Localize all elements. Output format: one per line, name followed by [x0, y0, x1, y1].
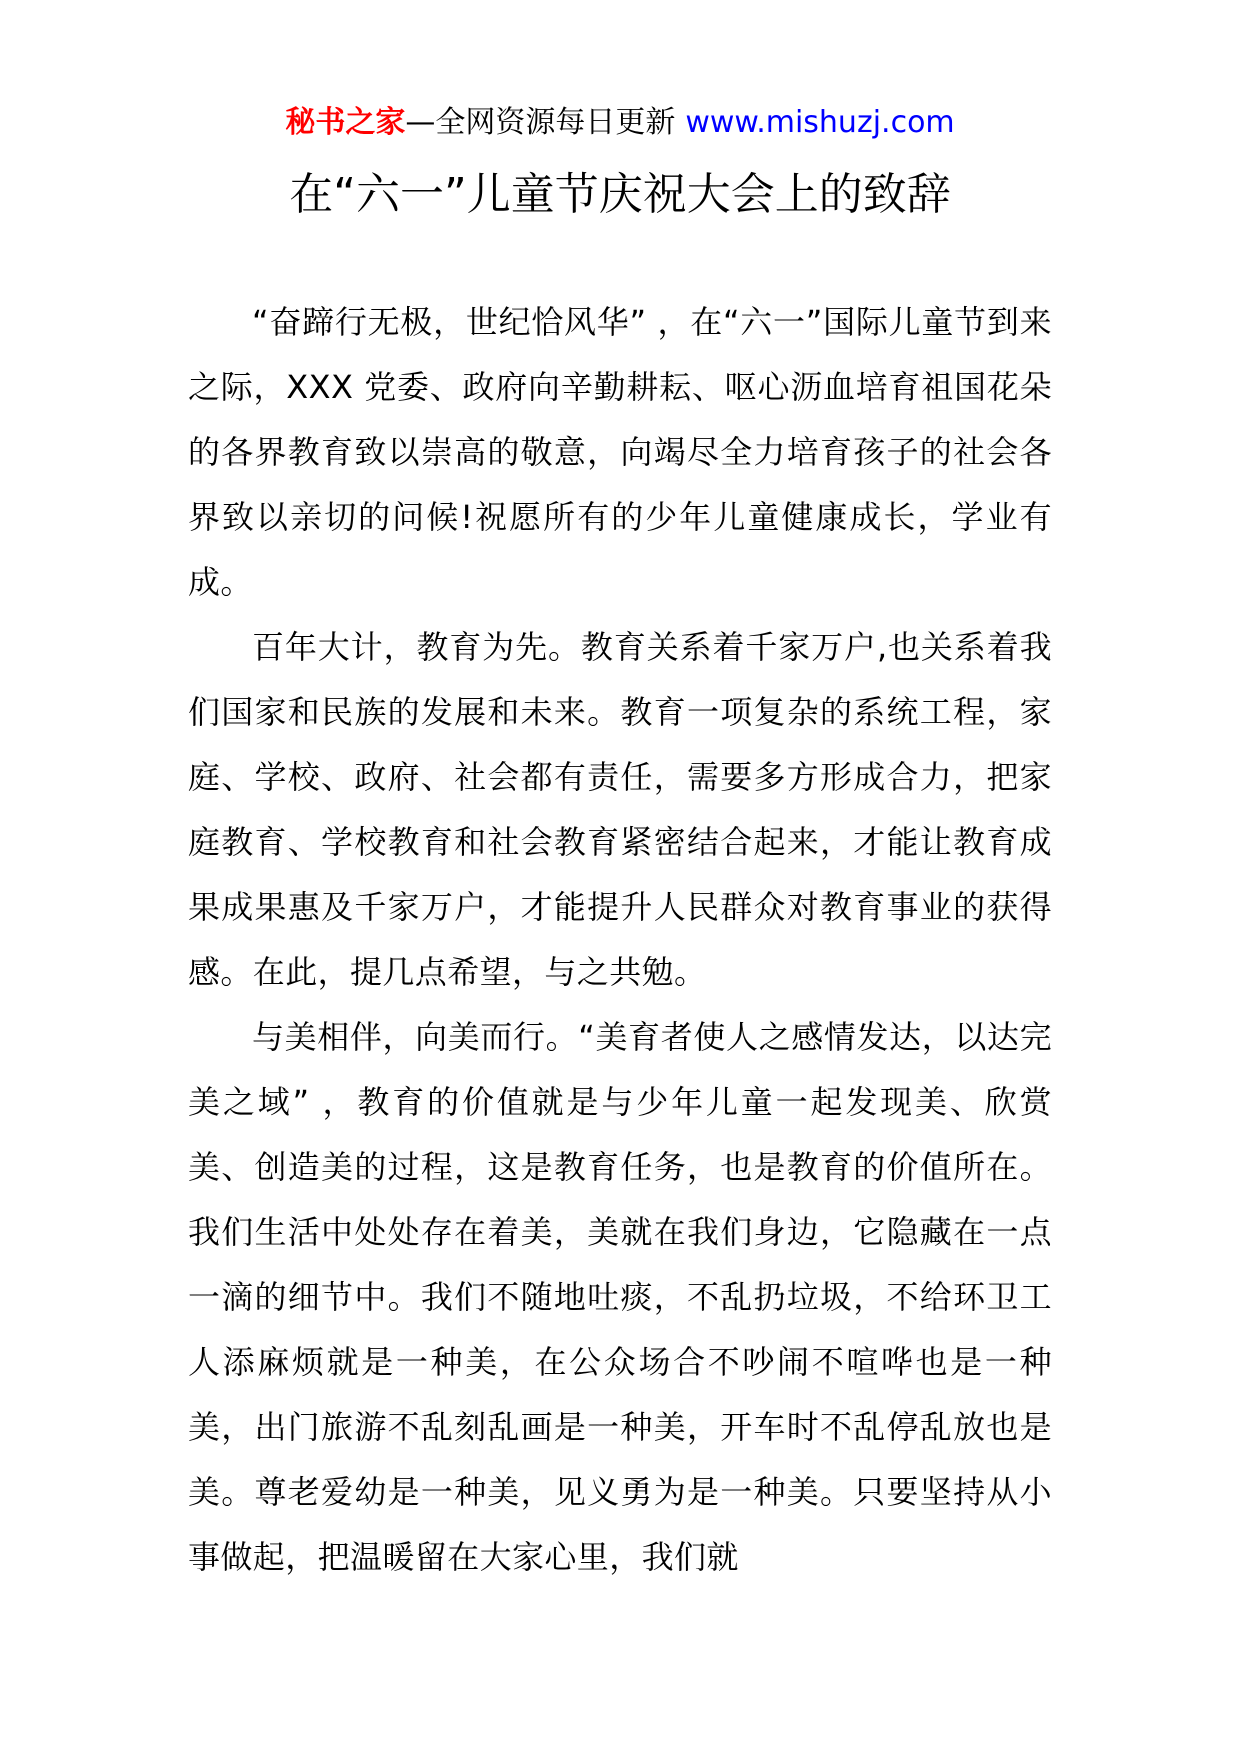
document-title: 在“六一”儿童节庆祝大会上的致辞	[289, 169, 951, 220]
site-url-link[interactable]: www.mishuzj.com	[685, 105, 955, 140]
site-tagline: —全网资源每日更新	[405, 105, 676, 140]
paragraph-1: “奋蹄行无极，世纪恰风华” ，在“六一”国际儿童节到来之际，XXX 党委、政府向辛勤耕耘、呕心沥血培育祖国花朵的各界教育致以崇高的敬意，向竭尽全力培育孩子的社会各界致以亲切的问候!祝愿所有的少年儿童健康成长，学业有成。	[188, 303, 1052, 601]
site-brand: 秘书之家	[285, 105, 406, 140]
paragraph-3: 与美相伴，向美而行。“美育者使人之感情发达，以达完美之域” ，教育的价值就是与少年儿童一起发现美、欣赏美、创造美的过程，这是教育任务，也是教育的价值所在。我们生活中处处存在着美，美就在我们身边，它隐藏在一点一滴的细节中。我们不随地吐痰，不乱扔垃圾，不给环卫工人添麻烦就是一种美，在公众场合不吵闹不喧哗也是一种美，出门旅游不乱刻乱画是一种美，开车时不乱停乱放也是美。尊老爱幼是一种美，见义勇为是一种美。只要坚持从小事做起，把温暖留在大家心里，我们就	[188, 1018, 1052, 1576]
paragraph-2: 百年大计，教育为先。教育关系着千家万户,也关系着我们国家和民族的发展和未来。教育一项复杂的系统工程，家庭、学校、政府、社会都有责任，需要多方形成合力，把家庭教育、学校教育和社会教育紧密结合起来，才能让教育成果成果惠及千家万户，才能提升人民群众对教育事业的获得感。在此，提几点希望，与之共勉。	[188, 628, 1052, 991]
document-body	[188, 290, 1052, 1590]
site-header	[0, 100, 1240, 146]
